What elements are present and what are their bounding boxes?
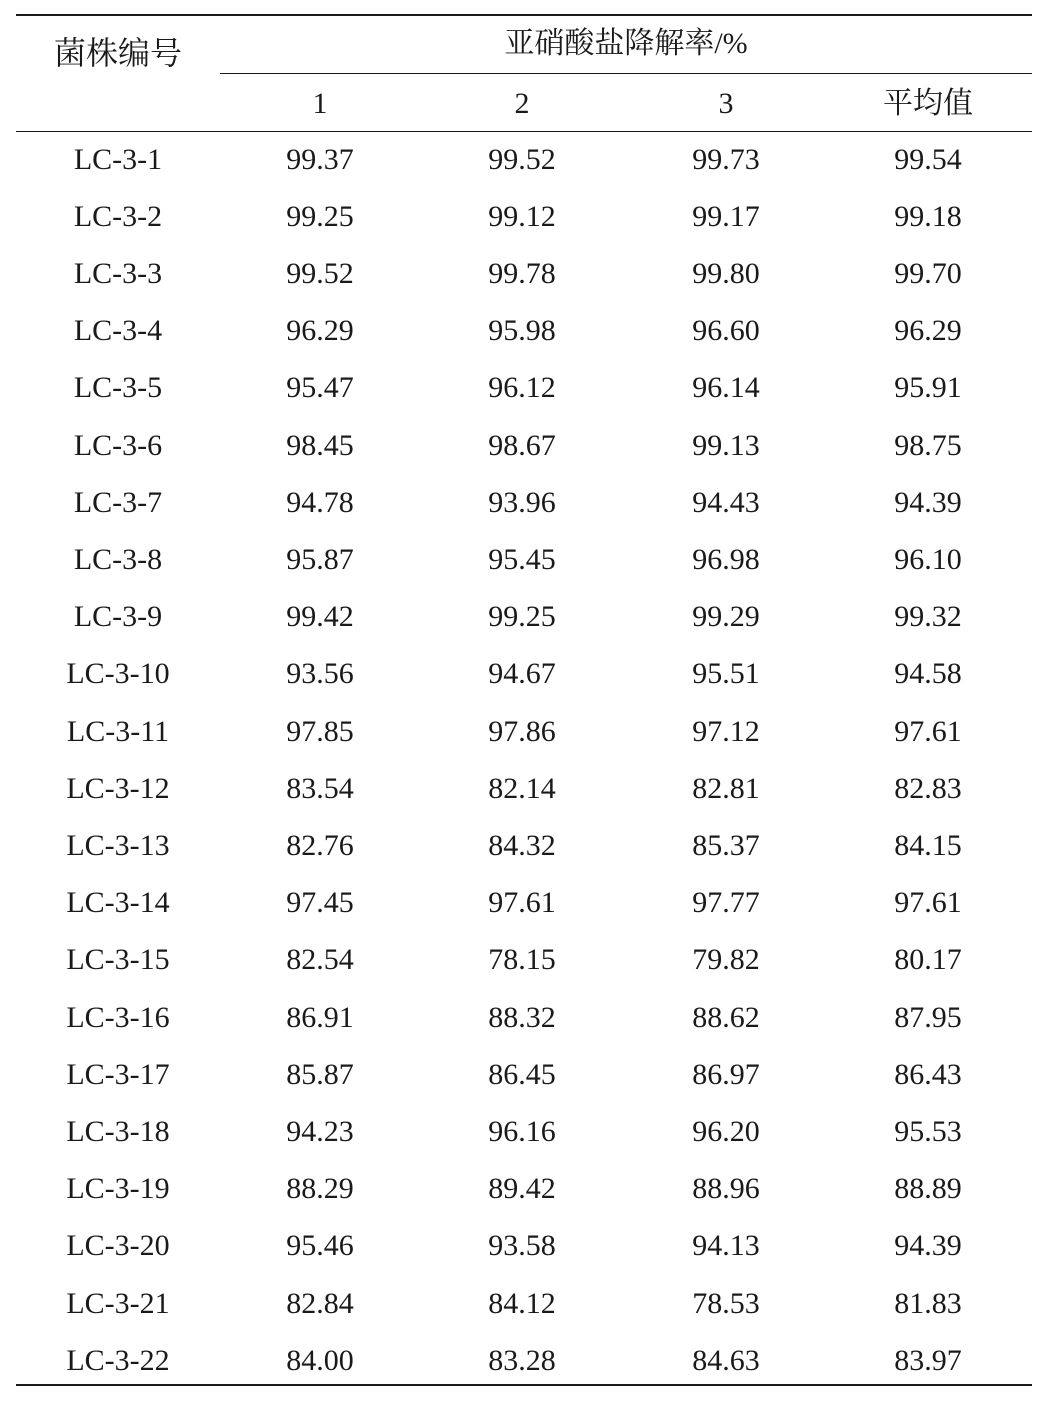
- replicate-2-cell: 83.28: [488, 1343, 556, 1377]
- replicate-1-cell: 94.78: [286, 485, 354, 519]
- replicate-1-cell: 99.42: [286, 600, 354, 634]
- replicate-3-cell: 88.96: [692, 1172, 760, 1206]
- replicate-2-cell: 99.25: [488, 600, 556, 634]
- replicate-2-cell: 99.78: [488, 256, 556, 290]
- replicate-2-cell: 84.12: [488, 1286, 556, 1320]
- strain-id-cell: LC-3-5: [73, 371, 163, 405]
- header-nitrite-degradation-rate: 亚硝酸盐降解率/%: [504, 27, 748, 60]
- replicate-1-cell: 88.29: [286, 1172, 354, 1206]
- strain-id-cell: LC-3-13: [66, 828, 170, 862]
- strain-id-cell: LC-3-6: [73, 428, 163, 462]
- replicate-1-cell: 83.54: [286, 771, 354, 805]
- table-row: [0, 875, 1056, 932]
- replicate-3-cell: 97.12: [692, 714, 760, 748]
- average-cell: 80.17: [894, 943, 962, 977]
- replicate-3-cell: 79.82: [692, 943, 760, 977]
- average-cell: 95.91: [894, 371, 962, 405]
- table-bottom-rule: [16, 1384, 1032, 1386]
- strain-id-cell: LC-3-12: [66, 771, 170, 805]
- average-cell: 99.70: [894, 256, 962, 290]
- replicate-1-cell: 98.45: [286, 428, 354, 462]
- strain-id-cell: LC-3-8: [73, 542, 163, 576]
- replicate-1-cell: 95.87: [286, 542, 354, 576]
- table-row: [0, 817, 1056, 874]
- strain-id-cell: LC-3-7: [73, 485, 163, 519]
- average-cell: 97.61: [894, 886, 962, 920]
- average-cell: 96.10: [894, 542, 962, 576]
- average-cell: 94.39: [894, 485, 962, 519]
- table-row: [0, 760, 1056, 817]
- replicate-2-cell: 88.32: [488, 1000, 556, 1034]
- table-row: [0, 360, 1056, 417]
- strain-id-cell: LC-3-20: [66, 1229, 170, 1263]
- replicate-3-cell: 94.13: [692, 1229, 760, 1263]
- header-replicate-2: 2: [514, 87, 530, 120]
- average-cell: 81.83: [894, 1286, 962, 1320]
- replicate-1-cell: 86.91: [286, 1000, 354, 1034]
- replicate-2-cell: 84.32: [488, 828, 556, 862]
- replicate-3-cell: 97.77: [692, 886, 760, 920]
- table-row: [0, 303, 1056, 360]
- table-row: [0, 417, 1056, 474]
- replicate-1-cell: 85.87: [286, 1057, 354, 1091]
- replicate-2-cell: 99.52: [488, 142, 556, 176]
- table-row: [0, 1161, 1056, 1218]
- replicate-2-cell: 93.96: [488, 485, 556, 519]
- replicate-2-cell: 94.67: [488, 657, 556, 691]
- average-cell: 99.54: [894, 142, 962, 176]
- replicate-2-cell: 96.12: [488, 371, 556, 405]
- header-sub-rule: [220, 73, 1032, 74]
- strain-id-cell: LC-3-19: [66, 1172, 170, 1206]
- replicate-3-cell: 84.63: [692, 1343, 760, 1377]
- strain-id-cell: LC-3-3: [73, 256, 163, 290]
- table-row: [0, 646, 1056, 703]
- table-row: [0, 703, 1056, 760]
- replicate-3-cell: 95.51: [692, 657, 760, 691]
- replicate-3-cell: 96.20: [692, 1114, 760, 1148]
- strain-id-cell: LC-3-21: [66, 1286, 170, 1320]
- replicate-3-cell: 86.97: [692, 1057, 760, 1091]
- replicate-3-cell: 78.53: [692, 1286, 760, 1320]
- strain-id-cell: LC-3-16: [66, 1000, 170, 1034]
- table-row: [0, 245, 1056, 302]
- replicate-2-cell: 96.16: [488, 1114, 556, 1148]
- table-row: [0, 1275, 1056, 1332]
- average-cell: 87.95: [894, 1000, 962, 1034]
- strain-id-cell: LC-3-1: [73, 142, 163, 176]
- header-average: 平均值: [883, 87, 973, 120]
- average-cell: 97.61: [894, 714, 962, 748]
- strain-id-cell: LC-3-22: [66, 1343, 170, 1377]
- replicate-1-cell: 95.46: [286, 1229, 354, 1263]
- header-replicate-3: 3: [718, 87, 734, 120]
- strain-id-cell: LC-3-11: [66, 714, 170, 748]
- average-cell: 86.43: [894, 1057, 962, 1091]
- average-cell: 95.53: [894, 1114, 962, 1148]
- replicate-1-cell: 82.84: [286, 1286, 354, 1320]
- replicate-2-cell: 95.98: [488, 314, 556, 348]
- replicate-3-cell: 96.14: [692, 371, 760, 405]
- replicate-3-cell: 82.81: [692, 771, 760, 805]
- table-row: [0, 932, 1056, 989]
- replicate-1-cell: 97.85: [286, 714, 354, 748]
- average-cell: 99.32: [894, 600, 962, 634]
- replicate-1-cell: 82.54: [286, 943, 354, 977]
- replicate-2-cell: 86.45: [488, 1057, 556, 1091]
- replicate-3-cell: 99.80: [692, 256, 760, 290]
- replicate-2-cell: 78.15: [488, 943, 556, 977]
- strain-id-cell: LC-3-4: [73, 314, 163, 348]
- replicate-2-cell: 98.67: [488, 428, 556, 462]
- replicate-2-cell: 97.61: [488, 886, 556, 920]
- replicate-1-cell: 82.76: [286, 828, 354, 862]
- strain-id-cell: LC-3-14: [66, 886, 170, 920]
- table-row: [0, 1046, 1056, 1103]
- table-row: [0, 989, 1056, 1046]
- replicate-1-cell: 99.25: [286, 199, 354, 233]
- replicate-1-cell: 96.29: [286, 314, 354, 348]
- average-cell: 99.18: [894, 199, 962, 233]
- strain-id-cell: LC-3-18: [66, 1114, 170, 1148]
- replicate-1-cell: 97.45: [286, 886, 354, 920]
- average-cell: 94.39: [894, 1229, 962, 1263]
- replicate-3-cell: 96.98: [692, 542, 760, 576]
- average-cell: 96.29: [894, 314, 962, 348]
- table-row: [0, 1332, 1056, 1389]
- replicate-3-cell: 99.29: [692, 600, 760, 634]
- average-cell: 98.75: [894, 428, 962, 462]
- table-row: [0, 474, 1056, 531]
- replicate-2-cell: 99.12: [488, 199, 556, 233]
- average-cell: 94.58: [894, 657, 962, 691]
- replicate-3-cell: 99.17: [692, 199, 760, 233]
- replicate-2-cell: 93.58: [488, 1229, 556, 1263]
- replicate-3-cell: 99.73: [692, 142, 760, 176]
- replicate-1-cell: 99.37: [286, 142, 354, 176]
- strain-id-cell: LC-3-10: [66, 657, 170, 691]
- header-strain-id: 菌株编号: [53, 35, 182, 71]
- replicate-2-cell: 97.86: [488, 714, 556, 748]
- replicate-3-cell: 99.13: [692, 428, 760, 462]
- table-row: [0, 531, 1056, 588]
- replicate-1-cell: 93.56: [286, 657, 354, 691]
- replicate-1-cell: 95.47: [286, 371, 354, 405]
- replicate-3-cell: 85.37: [692, 828, 760, 862]
- table-row: [0, 1103, 1056, 1160]
- strain-id-cell: LC-3-17: [66, 1057, 170, 1091]
- average-cell: 83.97: [894, 1343, 962, 1377]
- replicate-2-cell: 95.45: [488, 542, 556, 576]
- strain-id-cell: LC-3-9: [73, 600, 163, 634]
- strain-id-cell: LC-3-15: [66, 943, 170, 977]
- replicate-1-cell: 84.00: [286, 1343, 354, 1377]
- strain-id-cell: LC-3-2: [73, 199, 163, 233]
- table-row: [0, 131, 1056, 188]
- replicate-3-cell: 88.62: [692, 1000, 760, 1034]
- average-cell: 82.83: [894, 771, 962, 805]
- replicate-3-cell: 96.60: [692, 314, 760, 348]
- header-replicate-1: 1: [312, 87, 328, 120]
- table-top-rule: [16, 14, 1032, 16]
- replicate-2-cell: 82.14: [488, 771, 556, 805]
- table-row: [0, 589, 1056, 646]
- average-cell: 84.15: [894, 828, 962, 862]
- table-row: [0, 1218, 1056, 1275]
- average-cell: 88.89: [894, 1172, 962, 1206]
- replicate-1-cell: 94.23: [286, 1114, 354, 1148]
- replicate-3-cell: 94.43: [692, 485, 760, 519]
- replicate-1-cell: 99.52: [286, 256, 354, 290]
- replicate-2-cell: 89.42: [488, 1172, 556, 1206]
- table-row: [0, 188, 1056, 245]
